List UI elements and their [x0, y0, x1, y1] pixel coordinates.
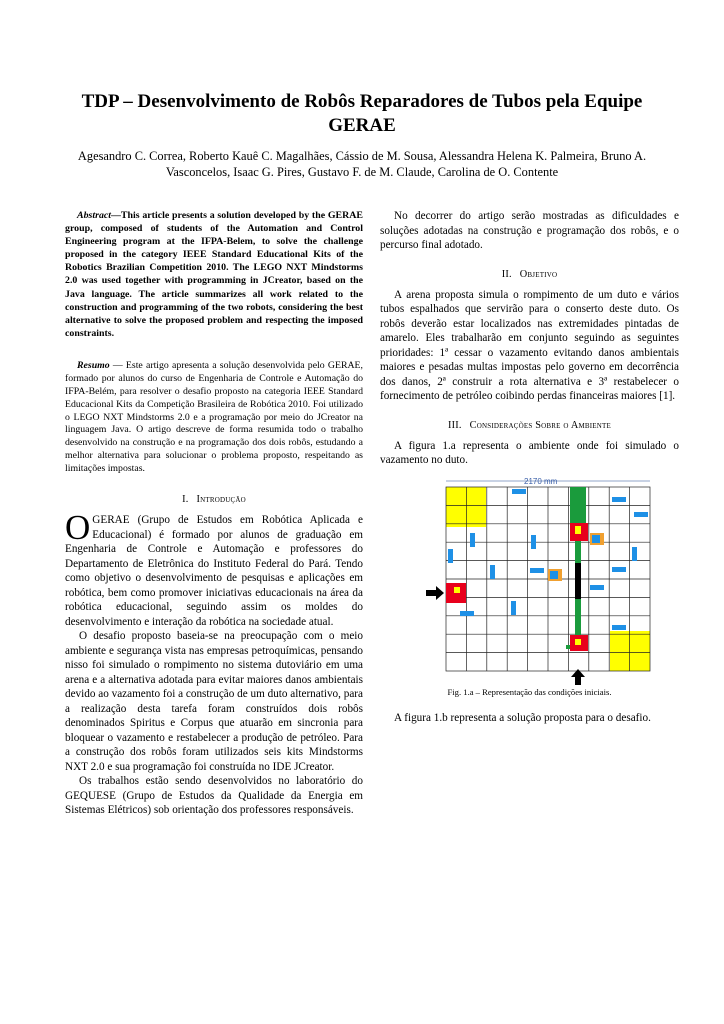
marker-box-2-inner [550, 571, 558, 579]
intro-paragraph-3: Os trabalhos estão sendo desenvolvidos no laboratório do GEQUESE (Grupo de Estudos da Qualidade da Energia em Sistemas Elétricos) sob orientação dos professores responsáveis. [65, 775, 363, 817]
section-number: I. [182, 494, 189, 506]
section-number: III. [448, 419, 462, 431]
pipe-break [575, 563, 581, 599]
robot-left-marker [454, 587, 460, 593]
objetivo-paragraph: A arena proposta simula o rompimento de um duto e vários tubos espalhados que servirão para o conserto deste duto. Os robôs deverão estar localizados nas extremidades pintadas de amarelo. Eles trabalharão em conjunto seguindo as seguintes prioridades: 1ª cessar o vazamento evitando danos ambientais maiores e pesadas multas impostas pelo governo em decorrência dos danos, 2ª construir a rota alternativa e 3ª restabelecer o fornecimento de petróleo coibindo perdas financeiras maiores [1]. [380, 288, 679, 402]
robot-bottom-marker [575, 639, 581, 645]
arena-figure [424, 475, 656, 685]
section-heading-ambiente [380, 420, 679, 431]
drop-cap: O [65, 508, 91, 548]
dimension-label: 2170 mm [524, 476, 558, 486]
resumo-paragraph [65, 360, 363, 476]
abstract-label: Abstract [77, 210, 112, 221]
section-heading-objetivo [380, 269, 679, 280]
section-title: Introdução [196, 494, 246, 506]
section-title: Considerações Sobre o Ambiente [469, 419, 611, 431]
arena-map [424, 475, 656, 685]
section-heading-intro [65, 494, 363, 505]
authors-line: Agesandro C. Correa, Roberto Kauê C. Magalhães, Cássio de M. Sousa, Alessandra Helena K. Palmeira, Bruno A. Vasconcelos, Isaac G. Pires, Gustavo F. de M. Claude, Carolina de O. Contente [77, 149, 647, 179]
marker-box-1-inner [592, 535, 600, 543]
abstract-paragraph [65, 209, 363, 340]
paper-title: TDP – Desenvolvimento de Robôs Reparadores de Tubos pela Equipe GERAE [81, 91, 643, 136]
intro-paragraph-2: O desafio proposto baseia-se na preocupação com o meio ambiente e segurança vista nas empresas petroquímicas, pensando nisso foi simulado o rompimento no sistema dutoviário em uma arena e a alternativa adotada para evitar maiores danos ambientais devido ao vazamento foi a construção de um duto alternativo, para a realização desta tarefa foram construídos dois robôs denominados Spiritus e Corpus que atuarão em sincronia para bloquear o vazamento e restabelecer a produção de petróleo. Para a construção dos robôs foram utilizados seis kits Mindstorms NXT 2.0 e sua programação foi construída no IDE JCreator. [65, 630, 363, 773]
abstract-dash: — [111, 210, 121, 221]
intro-text-1: GERAE (Grupo de Estudos em Robótica Aplicada e Educacional) é formado por alunos de graduação em Engenharia de Controle e Automação e professores do Departamento de Eletrônica do Instituto Federal do Pará. Tendo como objetivo o desenvolvimento de pesquisas e aplicações em robótica, bem como promover iniciativas educacionais na área da robótica educacional, seguindo assim os moldes do desenvolvimento e interação da robótica na sociedade atual. [65, 514, 363, 628]
start-zone-bottom-right [610, 631, 650, 671]
left-column [65, 209, 363, 818]
right-column [380, 209, 679, 725]
ambiente-paragraph-2: A figura 1.b representa a solução proposta para o desafio. [394, 711, 651, 724]
arrow-up-icon [571, 669, 585, 685]
resumo-label: Resumo [77, 359, 110, 371]
arrow-right-icon [426, 586, 444, 600]
section-number: II. [501, 268, 512, 280]
resumo-dash: — [109, 359, 126, 371]
right-intro-paragraph: No decorrer do artigo serão mostradas as dificuldades e soluções adotadas na construção e programação dos robôs, e o percurso final adotado. [380, 210, 679, 251]
abstract-text: This article presents a solution developed by the GERAE group, composed of students of the Automation and Control Engineering program at the IFPA-Belem, to solve the challenge proposed in the category IEEE Standard Educational Kits of the Robotics Brazilian Competition 2010. The LEGO NXT Mindstorms 2.0 was used together with programming in JCreator, based on the Java language. The article summarizes all work related to the construction and programming of the two robots, considering the best alternative to solve the proposed problem and respecting the imposed constraints. [65, 210, 363, 339]
intro-paragraph-1 [65, 508, 363, 629]
figure-caption: Fig. 1.a – Representação das condições iniciais. [447, 686, 612, 697]
resumo-text: Este artigo apresenta a solução desenvolvida pelo GERAE, formado por alunos do curso de Engenharia de Controle e Automação do IFPA-Belém, para resolver o desafio proposto na categoria IEEE Standard Educacional Kits da Competição Brasileira de Robótica 2010. Foi utilizado o LEGO NXT Mindstorms 2.0 e a programação por meio do JCreator na linguagem Java. O artigo descreve de forma resumida todo o trabalho desenvolvido na construção e na programação dos dois robôs, estudando a melhor alternativa para solucionar o problema proposto, respeitando as limitações impostas. [65, 359, 363, 475]
leak-top-marker [575, 526, 581, 534]
ambiente-paragraph-1: A figura 1.a representa o ambiente onde foi simulado o vazamento no duto. [380, 439, 679, 466]
start-zone-top-left [446, 487, 486, 527]
pipe-top [570, 487, 586, 527]
section-title: Objetivo [519, 268, 558, 280]
